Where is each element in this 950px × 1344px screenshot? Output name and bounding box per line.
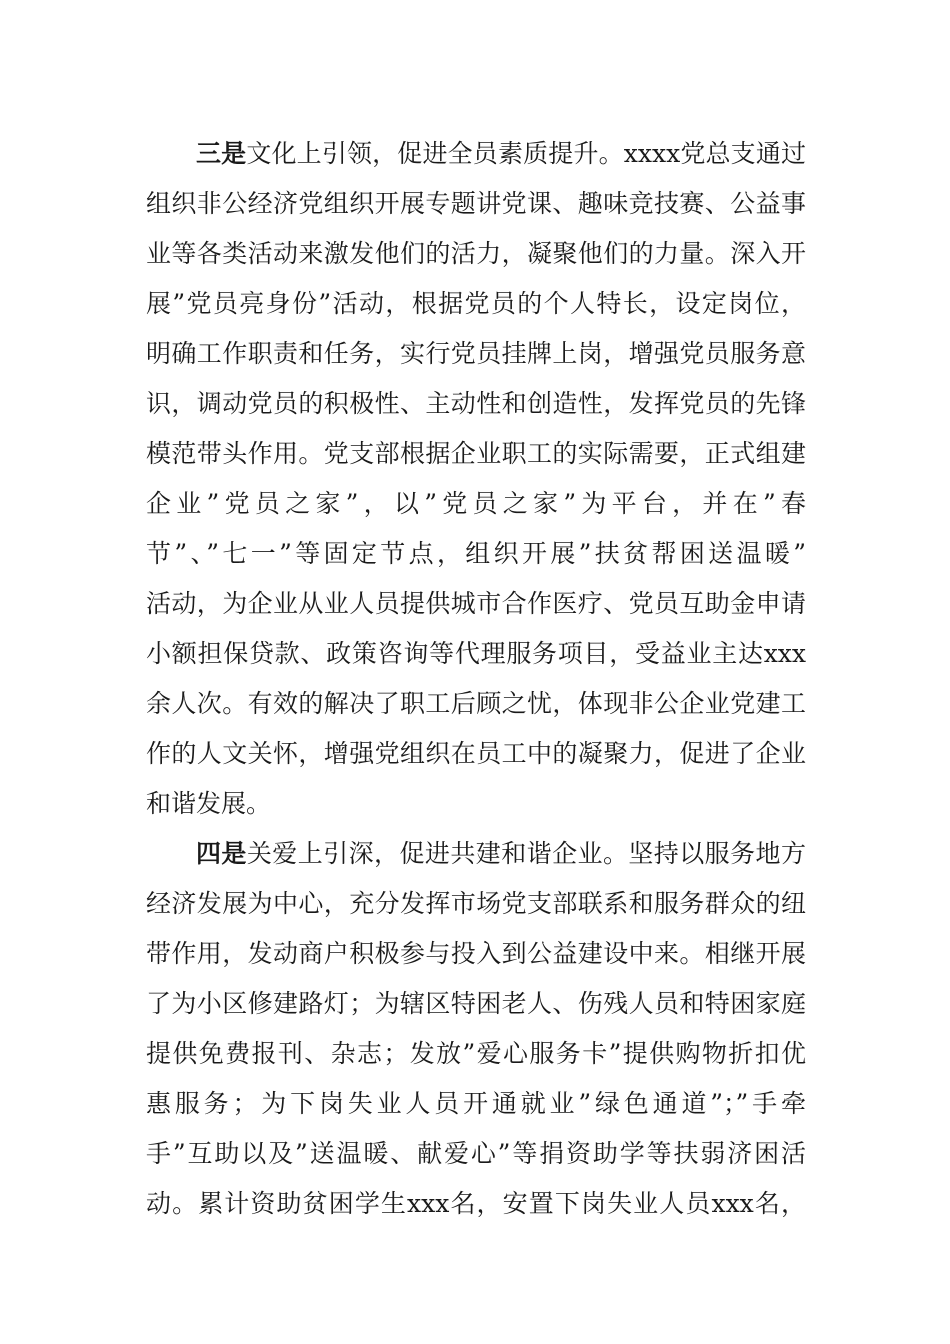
paragraph-1-line-14: 和谐发展。 — [146, 789, 272, 818]
paragraph-2-line-5: 提供免费报刊、杂志；发放”爱心服务卡”提供购物折扣优 — [146, 1039, 806, 1068]
paragraph-1-line-3: 业等各类活动来激发他们的活力，凝聚他们的力量。深入开 — [146, 239, 806, 268]
paragraph-1-line-11: 小额担保贷款、政策咨询等代理服务项目，受益业主达xxx — [146, 639, 806, 668]
paragraph-1-line-1-text: 文化上引领，促进全员素质提升。xxxx党总支通过 — [246, 139, 806, 168]
paragraph-2-line-1 — [196, 829, 806, 879]
paragraph-2-line-6: 惠服务；为下岗失业人员开通就业”绿色通道”；”手牵 — [146, 1089, 806, 1118]
paragraph-1-line-5: 明确工作职责和任务，实行党员挂牌上岗，增强党员服务意 — [146, 339, 806, 368]
paragraph-1-line-6: 识，调动党员的积极性、主动性和创造性，发挥党员的先锋 — [146, 389, 806, 418]
paragraph-1-line-2: 组织非公经济党组织开展专题讲党课、趣味竞技赛、公益事 — [146, 189, 806, 218]
paragraph-1-line-13: 作的人文关怀，增强党组织在员工中的凝聚力，促进了企业 — [146, 739, 806, 768]
paragraph-1-line-7: 模范带头作用。党支部根据企业职工的实际需要，正式组建 — [146, 439, 806, 468]
paragraph-2-line-7: 手”互助以及”送温暖、献爱心”等捐资助学等扶弱济困活 — [146, 1139, 806, 1168]
paragraph-1-lead: 三是 — [196, 139, 247, 168]
paragraph-2-line-3: 带作用，发动商户积极参与投入到公益建设中来。相继开展 — [146, 939, 806, 968]
paragraph-2-line-8: 动。累计资助贫困学生xxx名，安置下岗失业人员xxx名， — [146, 1189, 806, 1218]
paragraph-1-line-4: 展”党员亮身份”活动，根据党员的个人特长，设定岗位， — [146, 289, 806, 318]
paragraph-2-lead: 四是 — [196, 839, 247, 868]
paragraph-1-line-8: 企业”党员之家”，以”党员之家”为平台，并在”春 — [146, 489, 806, 518]
paragraph-2-line-1-text: 关爱上引深，促进共建和谐企业。坚持以服务地方 — [246, 839, 806, 868]
paragraph-1-line-10: 活动，为企业从业人员提供城市合作医疗、党员互助金申请 — [146, 589, 806, 618]
paragraph-1-line-1 — [196, 129, 806, 179]
paragraph-1-line-12: 余人次。有效的解决了职工后顾之忧，体现非公企业党建工 — [146, 689, 806, 718]
paragraph-2-line-4: 了为小区修建路灯；为辖区特困老人、伤残人员和特困家庭 — [146, 989, 806, 1018]
paragraph-2-line-2: 经济发展为中心，充分发挥市场党支部联系和服务群众的纽 — [146, 889, 806, 918]
paragraph-1-line-9: 节”、”七一”等固定节点，组织开展”扶贫帮困送温暖” — [146, 539, 806, 568]
